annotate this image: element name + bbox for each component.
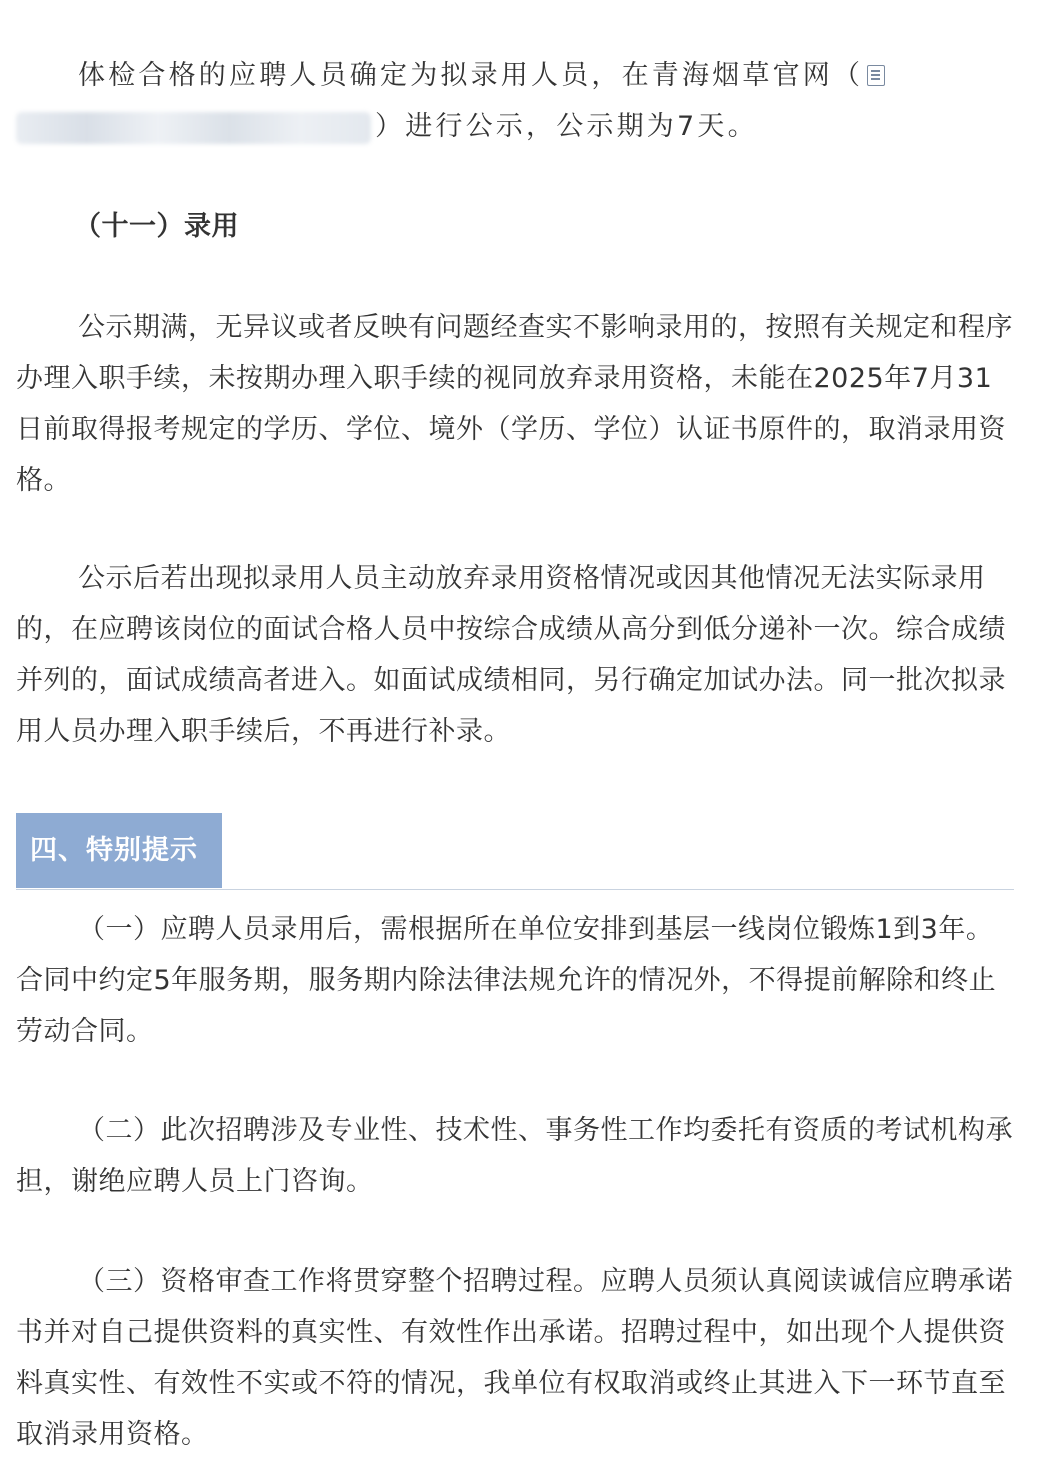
url-line (0, 101, 758, 152)
special-note-1: （一）应聘人员录用后，需根据所在单位安排到基层一线岗位锻炼1到3年。合同中约定5年服务期，服务期内除法律法规允许的情况外，不得提前解除和终止劳动合同。 (16, 914, 997, 1047)
paragraph-employment-procedure: 公示期满，无异议或者反映有问题经查实不影响录用的，按照有关规定和程序办理入职手续，未按期办理入职手续的视同放弃录用资格，未能在2025年7月31日前取得报考规定的学历、学位、境外（学历、学位）认证书原件的，取消录用资格。 (16, 312, 1013, 496)
section-banner-special-notes (16, 813, 1014, 890)
special-note-2: （二）此次招聘涉及专业性、技术性、事务性工作均委托有资质的考试机构承担，谢绝应聘人员上门咨询。 (16, 1115, 1013, 1197)
paragraph-substitution: 公示后若出现拟录用人员主动放弃录用资格情况或因其他情况无法实际录用的，在应聘该岗位的面试合格人员中按综合成绩从高分到低分递补一次。综合成绩并列的，面试成绩高者进入。如面试成绩相同，另行确定加试办法。同一批次拟录用人员办理入职手续后，不再进行补录。 (16, 563, 1006, 747)
heading-employment: （十一）录用 (74, 211, 239, 242)
special-note-3: （三）资格审查工作将贯穿整个招聘过程。应聘人员须认真阅读诚信应聘承诺书并对自己提供资料的真实性、有效性作出承诺。招聘过程中，如出现个人提供资料真实性、有效性不实或不符的情况，我单位有权取消或终止其进入下一环节直至取消录用资格。 (16, 1266, 1013, 1450)
blurred-url-link[interactable] (16, 112, 371, 144)
paragraph-publicity-end: ）进行公示，公示期为7天。 (375, 111, 758, 142)
paragraph-publicity (16, 50, 1014, 152)
document-link-icon[interactable] (867, 65, 885, 86)
section-title: 四、特别提示 (16, 813, 222, 888)
paragraph-publicity-text: 体检合格的应聘人员确定为拟录用人员，在青海烟草官网（ (78, 60, 864, 91)
